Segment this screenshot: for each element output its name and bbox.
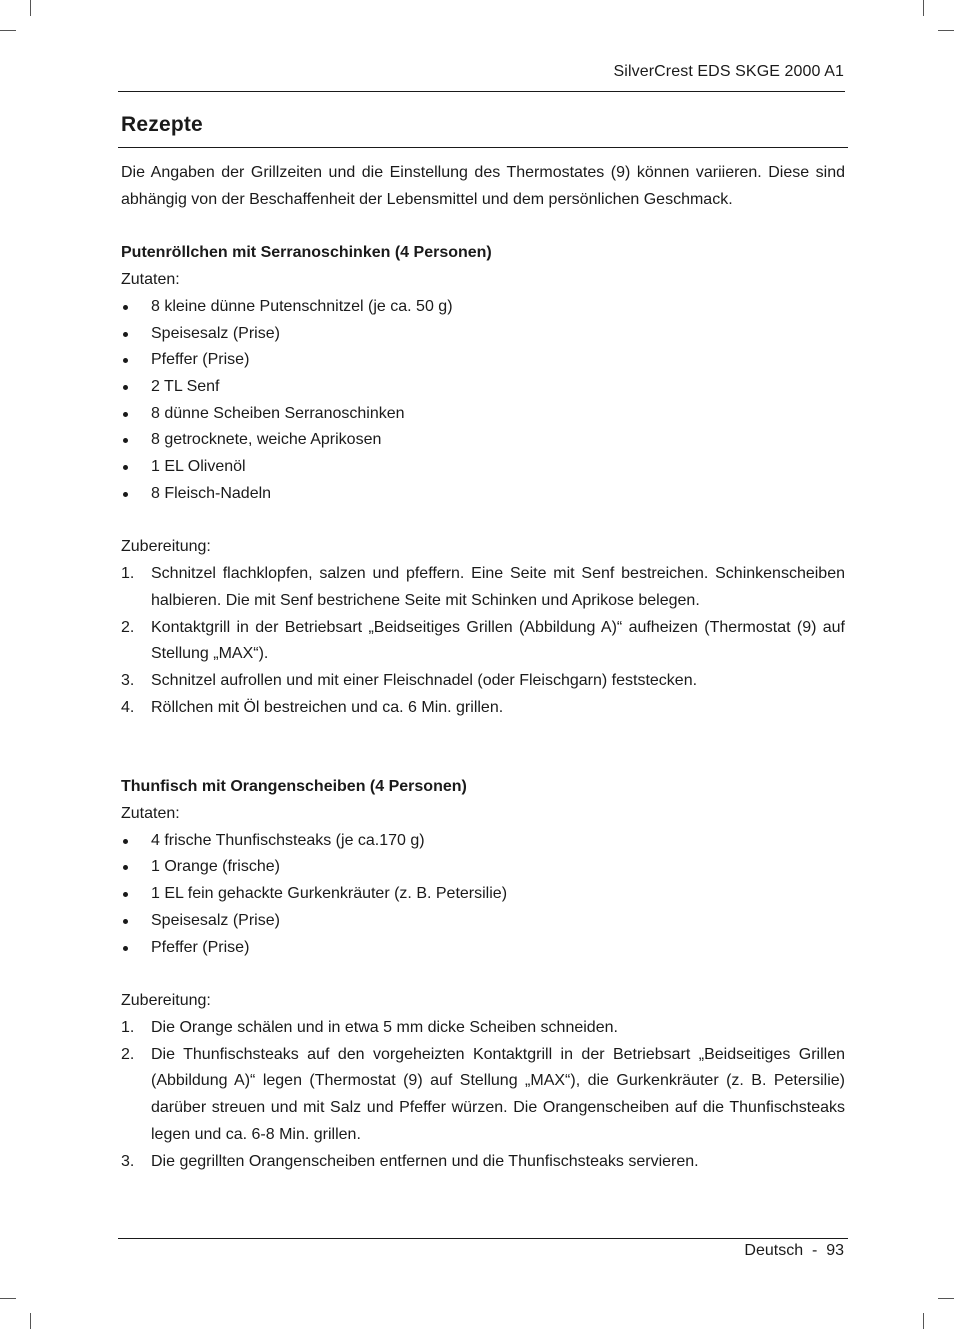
ingredient-item: 8 Fleisch-Nadeln [121,481,845,508]
step-number: 3. [121,1152,135,1170]
ingredients-label: Zutaten: [121,271,180,289]
crop-mark [0,30,16,31]
ingredient-item: 8 kleine dünne Putenschnitzel (je ca. 50 g) [121,294,845,321]
intro-paragraph: Die Angaben der Grillzeiten und die Einstellung des Thermostates (9) können variieren. Diese sind abhängig von der Beschaffenheit der Lebensmittel und dem persönlichen Geschmack. [121,164,845,208]
page-title: Rezepte [121,113,203,136]
header-divider [118,91,845,92]
crop-mark [938,30,954,31]
ingredient-item: Pfeffer (Prise) [121,347,845,374]
ingredient-item: 1 EL Olivenöl [121,454,845,481]
step-text: Die gegrillten Orangenscheiben entfernen und die Thunfischsteaks servieren. [151,1152,699,1170]
ingredients-label: Zutaten: [121,805,180,823]
title-divider [118,147,848,148]
step-text: Die Thunfischsteaks auf den vorgeheizten Kontaktgrill in der Betriebsart „Beidseitiges Grillen (Abbildung A)“ legen (Thermostat (9) auf Stellung „MAX“), die Gurkenkräuter (z. B. Petersilie) darüber streuen und mit Salz und Pfeffer würzen. Die Orangenscheiben auf die Thunfischsteaks legen und ca. 6-8 Min. grillen. [151,1045,845,1143]
header-product-name: SilverCrest EDS SKGE 2000 A1 [613,63,844,80]
step-number: 3. [121,671,135,689]
ingredient-list [121,294,845,508]
recipe-thunfisch [121,774,845,1175]
ingredient-item: Speisesalz (Prise) [121,321,845,348]
ingredient-item: 2 TL Senf [121,374,845,401]
step-text: Kontaktgrill in der Betriebsart „Beidseitiges Grillen (Abbildung A)“ aufheizen (Thermostat (9) auf Stellung „MAX“). [151,618,845,663]
step-item [121,615,845,668]
step-number: 2. [121,1045,135,1063]
crop-mark [30,1313,31,1329]
recipe-title: Putenröllchen mit Serranoschinken (4 Personen) [121,244,492,262]
crop-mark [0,1298,16,1299]
step-number: 1. [121,1018,135,1036]
recipe-putenroellchen [121,240,845,721]
ingredient-item: Pfeffer (Prise) [121,935,845,962]
ingredient-list [121,828,845,962]
step-item [121,1149,845,1176]
step-number: 1. [121,565,135,583]
step-text: Schnitzel aufrollen und mit einer Fleischnadel (oder Fleischgarn) feststecken. [151,671,698,689]
step-number: 2. [121,618,135,636]
footer-page-label: Deutsch - 93 [744,1242,844,1259]
ingredient-item: 1 Orange (frische) [121,854,845,881]
step-text: Die Orange schälen und in etwa 5 mm dicke Scheiben schneiden. [151,1018,618,1036]
step-item [121,668,845,695]
step-number: 4. [121,698,135,716]
ingredient-item: 8 dünne Scheiben Serranoschinken [121,401,845,428]
crop-mark [923,0,924,16]
step-list [121,561,845,721]
step-list [121,1015,845,1175]
crop-mark [30,0,31,16]
ingredient-item: Speisesalz (Prise) [121,908,845,935]
ingredient-item: 4 frische Thunfischsteaks (je ca.170 g) [121,828,845,855]
step-item [121,561,845,614]
steps-label: Zubereitung: [121,992,211,1010]
step-item [121,695,845,722]
recipe-title: Thunfisch mit Orangenscheiben (4 Personen) [121,778,467,796]
crop-mark [938,1298,954,1299]
ingredient-item: 8 getrocknete, weiche Aprikosen [121,427,845,454]
step-text: Schnitzel flachklopfen, salzen und pfeffern. Eine Seite mit Senf bestreichen. Schinkenscheiben halbieren. Die mit Senf bestrichene Seite mit Schinken und Aprikose belegen. [151,565,845,609]
footer-divider [118,1238,848,1239]
steps-label: Zubereitung: [121,538,211,556]
step-item [121,1015,845,1042]
crop-mark [923,1313,924,1329]
ingredient-item: 1 EL fein gehackte Gurkenkräuter (z. B. Petersilie) [121,881,845,908]
page-content [121,160,845,1175]
step-text: Röllchen mit Öl bestreichen und ca. 6 Min. grillen. [151,698,504,716]
step-item [121,1042,845,1149]
